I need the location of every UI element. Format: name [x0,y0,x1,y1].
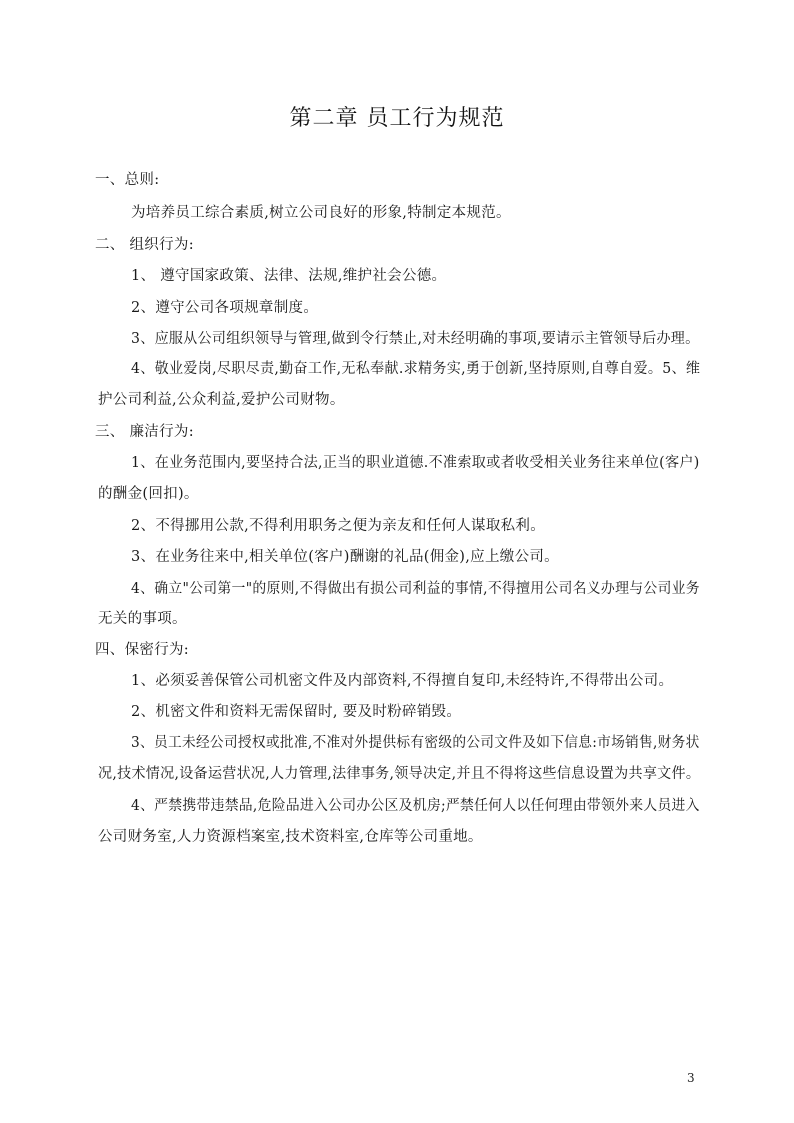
paragraph-integrity-2: 2、不得挪用公款,不得利用职务之便为亲友和任何人谋取私利。 [131,518,546,534]
paragraph-organization-3: 3、应服从公司组织领导与管理,做到令行禁止,对未经明确的事项,要请示主管领导后办理。 [131,331,700,347]
section-heading-organization: 二、 组织行为: [95,237,194,253]
paragraph-confidentiality-3-line1: 3、员工未经公司授权或批准,不准对外提供标有密级的公司文件及如下信息:市场销售,财务状 [131,735,700,751]
paragraph-confidentiality-4-line1: 4、严禁携带违禁品,危险品进入公司办公区及机房;严禁任何人以任何理由带领外来人员进入 [131,798,700,814]
paragraph-integrity-4-line1: 4、确立"公司第一"的原则,不得做出有损公司利益的事情,不得擅用公司名义办理与公司业务 [131,581,700,597]
section-heading-general: 一、总则: [95,172,160,188]
paragraph-confidentiality-3-line2: 况,技术情况,设备运营状况,人力管理,法律事务,领导决定,并且不得将这些信息设置为共享文件。 [98,766,701,782]
paragraph-integrity-3: 3、在业务往来中,相关单位(客户)酬谢的礼品(佣金),应上缴公司。 [131,549,559,565]
section-heading-integrity: 三、 廉洁行为: [95,424,194,440]
paragraph-organization-4-line1: 4、敬业爱岗,尽职尽责,勤奋工作,无私奉献.求精务实,勇于创新,坚持原则,自尊自爱。5、维 [131,361,701,377]
paragraph-confidentiality-2: 2、机密文件和资料无需保留时, 要及时粉碎销毁。 [131,704,462,720]
paragraph-integrity-1-line1: 1、在业务范围内,要坚持合法,正当的职业道德.不准索取或者收受相关业务往来单位(客户) [131,455,700,471]
section-heading-confidentiality: 四、保密行为: [95,642,189,658]
paragraph-organization-2: 2、遵守公司各项规章制度。 [131,300,319,316]
paragraph-general-1: 为培养员工综合素质,树立公司良好的形象,特制定本规范。 [131,205,511,221]
paragraph-confidentiality-1: 1、必须妥善保管公司机密文件及内部资料,不得擅自复印,未经特许,不得带出公司。 [131,673,674,689]
paragraph-integrity-4-line2: 无关的事项。 [98,611,187,627]
page-number: 3 [687,1071,695,1085]
chapter-title: 第二章 员工行为规范 [289,106,505,131]
paragraph-organization-4-line2: 护公司利益,公众利益,爱护公司财物。 [98,392,345,408]
paragraph-organization-1: 1、 遵守国家政策、法律、法规,维护社会公德。 [131,268,447,284]
paragraph-confidentiality-4-line2: 公司财务室,人力资源档案室,技术资料室,仓库等公司重地。 [98,829,483,845]
paragraph-integrity-1-line2: 的酬金(回扣)。 [98,486,199,502]
